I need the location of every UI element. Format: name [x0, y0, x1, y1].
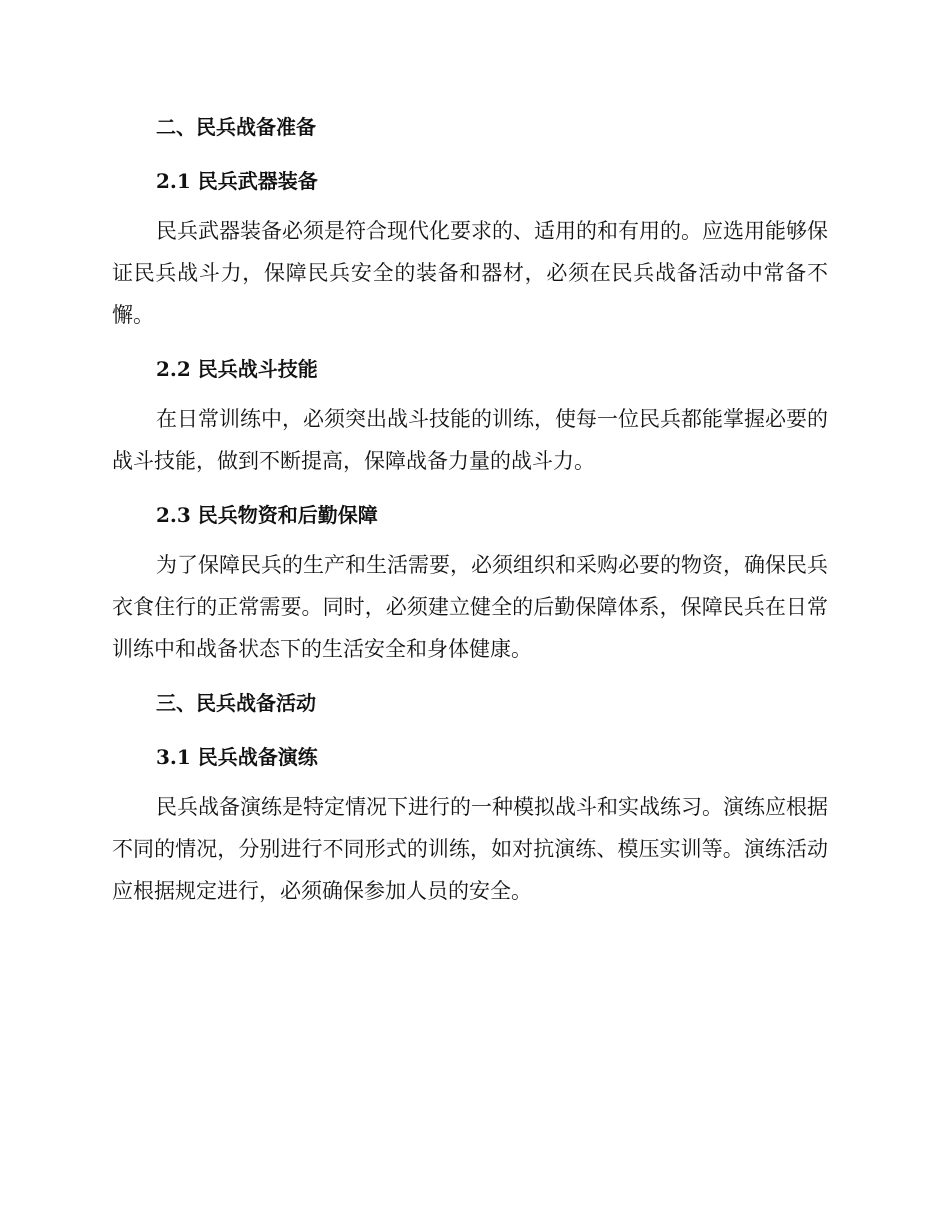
- section-heading-preparation: 二、民兵战备准备: [156, 115, 316, 139]
- paragraph-logistics: 为了保障民兵的生产和生活需要，必须组织和采购必要的物资，确保民兵衣食住行的正常需要。同时，必须建立健全的后勤保障体系，保障民兵在日常训练中和战备状态下的生活安全和身体健康。: [112, 553, 828, 661]
- section-heading-activities: 三、民兵战备活动: [156, 691, 316, 715]
- paragraph-combat-skills: 在日常训练中，必须突出战斗技能的训练，使每一位民兵都能掌握必要的战斗技能，做到不断提高，保障战备力量的战斗力。: [112, 407, 828, 473]
- paragraph-drills: 民兵战备演练是特定情况下进行的一种模拟战斗和实战练习。演练应根据不同的情况，分别进行不同形式的训练，如对抗演练、模压实训等。演练活动应根据规定进行，必须确保参加人员的安全。: [112, 795, 828, 903]
- document-body: [112, 112, 828, 930]
- subsection-heading-drills: 3.1 民兵战备演练: [156, 745, 318, 769]
- subsection-heading-combat-skills: 2.2 民兵战斗技能: [156, 357, 318, 381]
- subsection-heading-weapons: 2.1 民兵武器装备: [156, 169, 318, 193]
- subsection-heading-logistics: 2.3 民兵物资和后勤保障: [156, 503, 378, 527]
- paragraph-weapons: 民兵武器装备必须是符合现代化要求的、适用的和有用的。应选用能够保证民兵战斗力，保障民兵安全的装备和器材，必须在民兵战备活动中常备不懈。: [112, 219, 828, 327]
